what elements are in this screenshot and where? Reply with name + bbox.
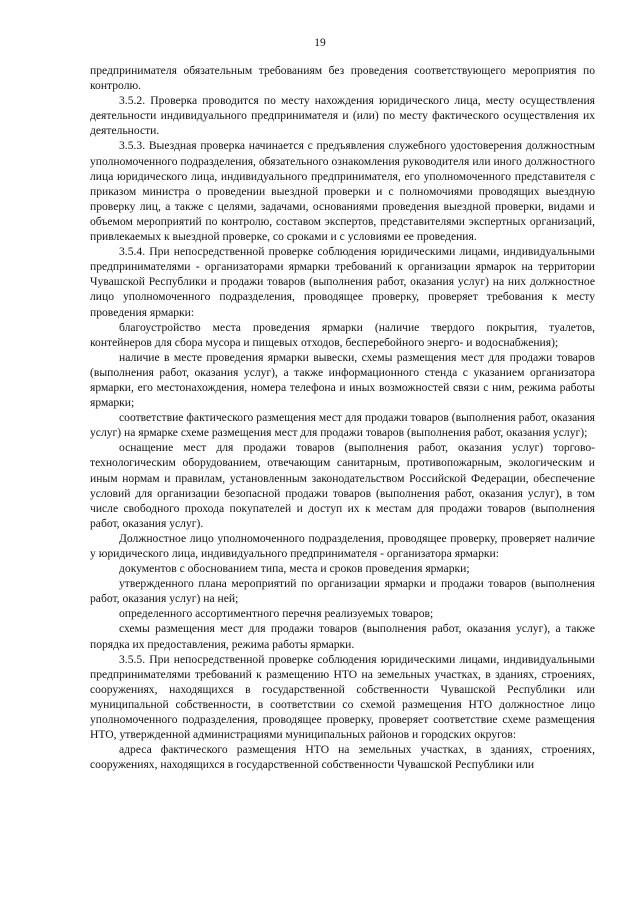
paragraph: 3.5.3. Выездная проверка начинается с предъявления служебного удостоверения должностным уполномоченного подразделения, обязательного ознакомления руководителя или иного должностного лица юридического лица, индивидуального предпринимателя, его уполномоченного представителя с приказом министра о проведении выездной проверки и с полномочиями проводящих выездную проверку лиц, а также с целями, задачами, основаниями проведения выездной проверки, видами и объемом мероприятий по контролю, составом экспертов, представителями экспертных организаций, привлекаемых к выездной проверке, со сроками и с условиями ее проведения. [90, 139, 595, 244]
paragraph: оснащение мест для продажи товаров (выполнения работ, оказания услуг) торгово-технологическим оборудованием, отвечающим санитарным, противопожарным, экологическим и иным нормам и правилам, установленным законодательством Российской Федерации, обеспечение условий для организации безопасной продажи товаров (выполнения работ, оказания услуг), в том числе свободного прохода покупателей и доступ их к местам для продажи товаров (выполнения работ, оказания услуг). [90, 441, 595, 530]
paragraph: благоустройство места проведения ярмарки (наличие твердого покрытия, туалетов, контейнеров для сбора мусора и пищевых отходов, бесперебойного энерго- и водоснабжения); [90, 320, 595, 349]
paragraph: определенного ассортиментного перечня реализуемых товаров; [119, 607, 434, 621]
page-number: 19 [314, 37, 326, 49]
paragraph: 3.5.4. При непосредственной проверке соблюдения юридическими лицами, индивидуальными предпринимателями - организаторами ярмарки требований к организации ярмарок на территории Чувашской Республики и продажи товаров (выполнения работ, оказания услуг) на них должностное лицо уполномоченного подразделения, проводящее проверку, проверяет требования к месту проведения ярмарки: [90, 245, 595, 319]
paragraph: документов с обоснованием типа, места и сроков проведения ярмарки; [119, 562, 470, 576]
paragraph: наличие в месте проведения ярмарки вывески, схемы размещения мест для продажи товаров (выполнения работ, оказания услуг), а также информационного стенда с указанием организатора ярмарки, его местонахождения, номера телефона и иных возможностей связи с ним, режима работы ярмарки; [90, 350, 595, 410]
paragraph: 3.5.5. При непосредственной проверке соблюдения юридическими лицами, индивидуальными предпринимателями требований к размещению НТО на земельных участках, в зданиях, строениях, сооружениях, находящихся в государственной собственности Чувашской Республики или муниципальной собственности, в соответствии со схемой размещения НТО должностное лицо уполномоченного подразделения, проводящее проверку, проверяет соответствие схеме размещения НТО, утвержденной администрациями муниципальных районов и городских округов: [90, 652, 595, 742]
paragraph: адреса фактического размещения НТО на земельных участках, в зданиях, строениях, сооружениях, находящихся в государственной собственности Чувашской Республики или [90, 743, 595, 772]
paragraph: 3.5.2. Проверка проводится по месту нахождения юридического лица, месту осуществления деятельности индивидуального предпринимателя и (или) по месту фактического осуществления их деятельности. [90, 94, 595, 138]
paragraph: утвержденного плана мероприятий по организации ярмарки и продажи товаров (выполнения работ, оказания услуг) на ней; [90, 577, 595, 606]
paragraph: предпринимателя обязательным требованиям без проведения соответствующего мероприятия по контролю. [90, 64, 595, 93]
paragraph: схемы размещения мест для продажи товаров (выполнения работ, оказания услуг), а также порядка их предоставления, режима работы ярмарки. [90, 622, 595, 651]
paragraph: Должностное лицо уполномоченного подразделения, проводящее проверку, проверяет наличие у юридического лица, индивидуального предпринимателя - организатора ярмарки: [90, 531, 595, 560]
paragraph: соответствие фактического размещения мест для продажи товаров (выполнения работ, оказания услуг) на ярмарке схеме размещения мест для продажи товаров (выполнения работ, оказания услуг); [90, 411, 595, 440]
body-text [90, 63, 595, 772]
